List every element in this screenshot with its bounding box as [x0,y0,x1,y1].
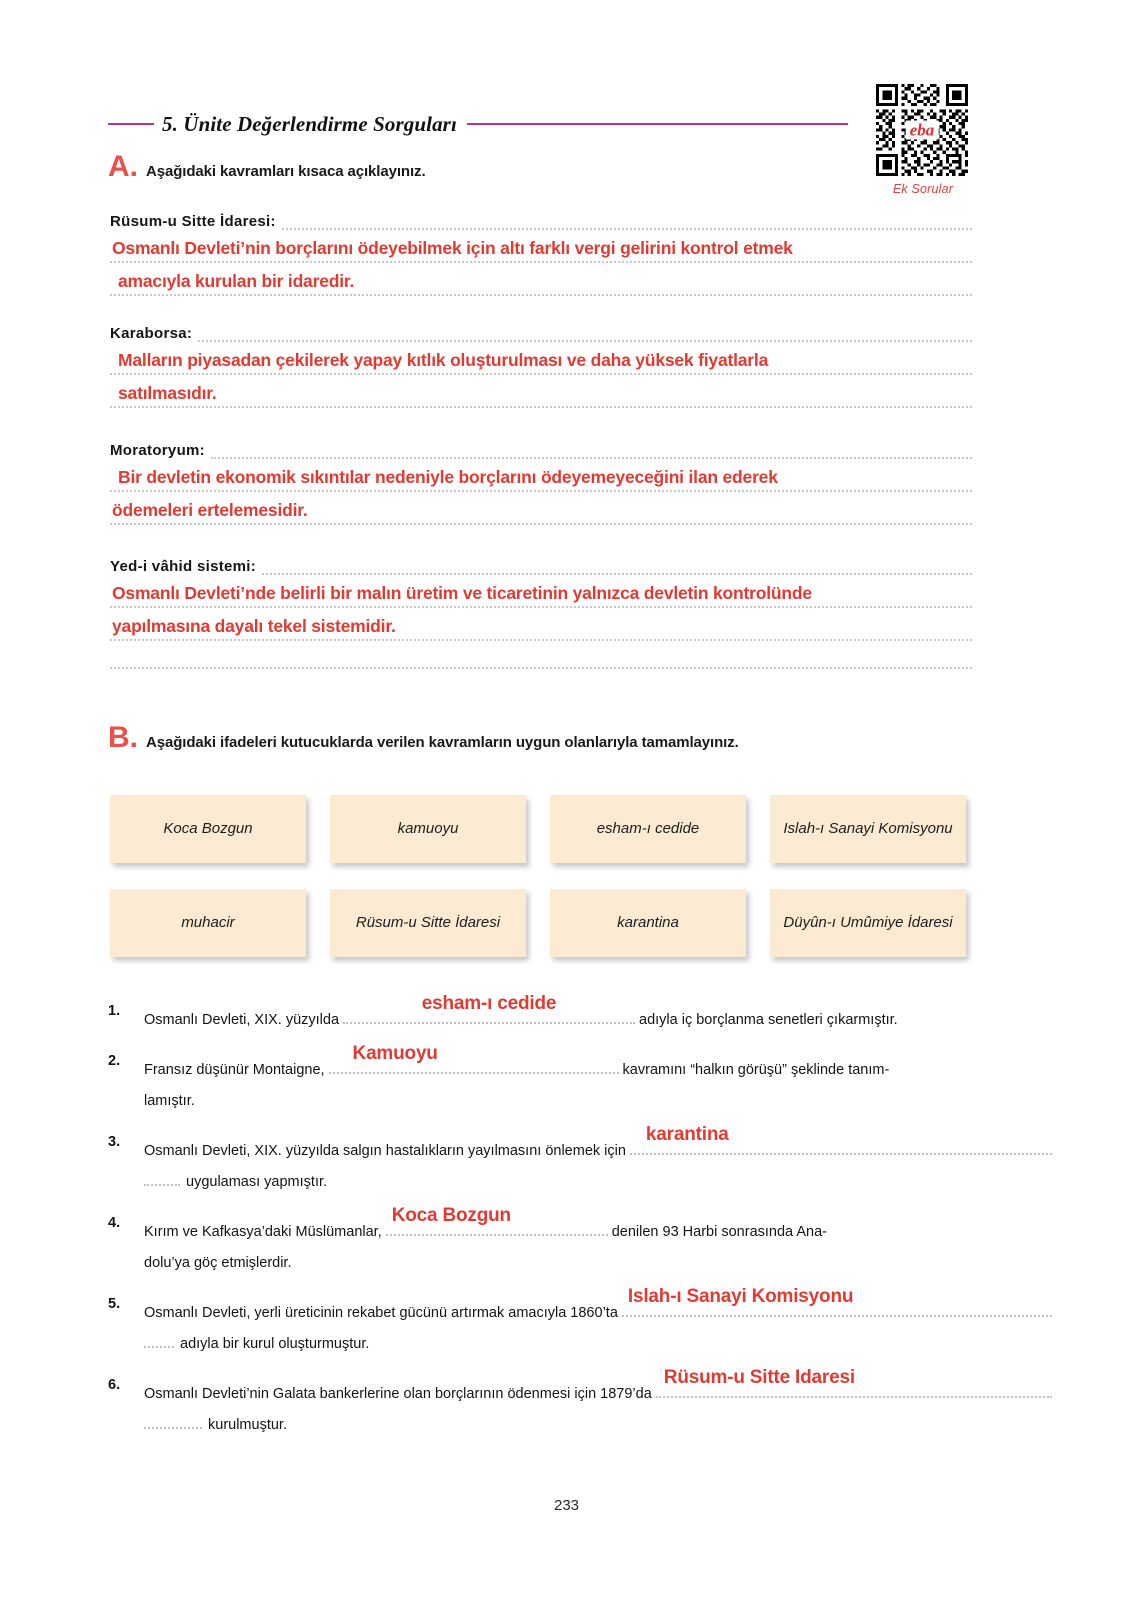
concept-term: Moratoryum: [110,442,205,459]
question-text-before: Osmanlı Devleti’nin Galata bankerlerine olan borçlarının ödenmesi için 1879’da [144,1386,652,1402]
answer-fillin: Kamuoyu [352,1043,438,1064]
question-line [144,1043,1056,1086]
concept-term-row [110,553,972,575]
question-item [108,1286,1056,1360]
page-number: 233 [553,1497,580,1514]
section-a-letter: A. [108,150,138,183]
concept-item [110,437,972,525]
question-body [144,993,1056,1036]
concept-term: Rüsum-u Sitte İdaresi: [110,213,276,230]
question-text-before: Osmanlı Devleti, XIX. yüzyılda [144,1012,340,1028]
question-text-before: Fransız düşünür Montaigne, [144,1062,325,1078]
question-item [108,1124,1056,1198]
concept-term-row [110,437,972,459]
trailing-dots[interactable] [144,1170,180,1186]
word-box-label: karantina [617,914,679,932]
answer-fillin: esham-ı cedide [421,993,557,1014]
question-line-continuation [144,1410,1056,1441]
answer-blank[interactable] [622,1286,1052,1317]
question-body [144,1205,1056,1279]
word-box-label: Düyûn-ı Umûmiye İdaresi [783,914,953,932]
question-body [144,1124,1056,1198]
trailing-dots[interactable] [144,1413,202,1429]
section-b-letter: B. [108,721,138,754]
word-box[interactable] [770,795,966,863]
word-box[interactable] [110,795,306,863]
word-box[interactable] [550,889,746,957]
question-item [108,1205,1056,1279]
concept-term-row [110,208,972,230]
term-dotted-fill[interactable] [211,444,972,459]
question-item [108,1043,1056,1117]
answer-blank[interactable] [656,1367,1052,1398]
answer-line[interactable] [110,342,972,375]
question-body [144,1286,1056,1360]
question-text-second-line: adıyla bir kurul oluşturmuştur. [180,1336,370,1352]
question-line-continuation [144,1248,1056,1279]
answer-line[interactable] [110,375,972,408]
question-body [144,1043,1056,1117]
question-text-before: Osmanlı Devleti, yerli üreticinin rekabet gücünü artırmak amacıyla 1860’ta [144,1305,618,1321]
question-list [108,993,1056,1458]
question-text-second-line: uygulaması yapmıştır. [186,1174,328,1190]
answer-blank[interactable] [329,1043,619,1074]
question-text-after: adıyla iç borçlanma senetleri çıkarmıştır. [639,1012,898,1028]
answer-line[interactable] [110,608,972,641]
answer-text: Osmanlı Devleti’nin borçlarını ödeyebilmek için altı farklı vergi gelirini kontrol etmek [112,238,793,258]
answer-fillin: Koca Bozgun [391,1205,511,1226]
word-box-label: muhacir [181,914,235,932]
header-rule-left [108,123,154,125]
question-text-second-line: kurulmuştur. [208,1417,287,1433]
concept-item [110,320,972,408]
word-box-label: Islah-ı Sanayi Komisyonu [783,820,953,838]
answer-fillin: Rüsum-u Sitte Idaresi [663,1367,855,1388]
qr-caption: Ek Sorular [892,182,954,196]
word-bank [110,795,968,957]
concept-item [110,553,972,669]
eba-logo: eba [906,121,939,140]
answer-line[interactable] [110,575,972,608]
question-text-second-line: lamıştır. [144,1093,195,1109]
word-box[interactable] [550,795,746,863]
answer-line[interactable] [110,459,972,492]
section-a-heading [108,152,426,182]
word-box-label: Rüsum-u Sitte İdaresi [355,914,501,932]
question-body [144,1367,1056,1441]
question-number: 1. [108,1003,121,1019]
question-text-after: kavramını “halkın görüşü” şeklinde tanım- [622,1062,890,1078]
question-line-continuation [144,1167,1056,1198]
question-number: 5. [108,1296,121,1312]
answer-text: yapılmasına dayalı tekel sistemidir. [112,616,396,636]
question-text-after: denilen 93 Harbi sonrasında Ana- [611,1224,827,1240]
page-header [108,108,848,140]
question-item [108,1367,1056,1441]
question-text-before: Osmanlı Devleti, XIX. yüzyılda salgın hastalıkların yayılmasını önlemek için [144,1143,626,1159]
word-box[interactable] [770,889,966,957]
section-b-prompt: Aşağıdaki ifadeleri kutucuklarda verilen kavramların uygun olanlarıyla tamamlayınız. [146,734,739,751]
question-line-continuation [144,1329,1056,1360]
section-b-heading [108,723,739,753]
answer-fillin: karantina [645,1124,729,1145]
section-a-prompt: Aşağıdaki kavramları kısaca açıklayınız. [146,163,426,180]
concept-item [110,208,972,296]
question-line [144,993,1056,1036]
term-dotted-fill[interactable] [198,327,972,342]
question-line [144,1124,1056,1167]
answer-text: amacıyla kurulan bir idaredir. [118,271,355,291]
term-dotted-fill[interactable] [282,215,972,230]
qr-block[interactable] [876,84,970,196]
answer-fillin: Islah-ı Sanayi Komisyonu [627,1286,854,1307]
answer-line[interactable] [110,263,972,296]
qr-code-icon[interactable] [876,84,968,176]
answer-text: ödemeleri ertelemesidir. [112,500,308,520]
answer-text: satılmasıdır. [118,383,217,403]
answer-text: Malların piyasadan çekilerek yapay kıtlık oluşturulması ve daha yüksek fiyatlarla [118,350,769,370]
answer-text: Osmanlı Devleti’nde belirli bir malın üretim ve ticaretinin yalnızca devletin kontrolünde [112,583,812,603]
answer-line-empty[interactable] [110,641,972,669]
question-line [144,1286,1056,1329]
question-number: 2. [108,1053,121,1069]
word-box-label: Koca Bozgun [163,820,253,838]
answer-blank[interactable] [630,1124,1052,1155]
answer-line[interactable] [110,492,972,525]
word-box-label: kamuoyu [397,820,459,838]
page-title: 5. Ünite Değerlendirme Sorguları [162,111,457,136]
answer-blank[interactable] [386,1205,608,1236]
question-number: 3. [108,1134,121,1150]
word-box[interactable] [330,889,526,957]
answer-text: Bir devletin ekonomik sıkıntılar nedeniyle borçlarını ödeyemeyeceğini ilan ederek [118,467,778,487]
question-number: 6. [108,1377,121,1393]
trailing-dots[interactable] [144,1332,174,1348]
concept-term: Karaborsa: [110,325,193,342]
word-box[interactable] [110,889,306,957]
question-text-before: Kırım ve Kafkasya’daki Müslümanlar, [144,1224,382,1240]
question-line-continuation [144,1086,1056,1117]
question-number: 4. [108,1215,121,1231]
term-dotted-fill[interactable] [262,560,972,575]
answer-blank[interactable] [343,993,635,1024]
word-box[interactable] [330,795,526,863]
question-text-second-line: dolu’ya göç etmişlerdir. [144,1255,292,1271]
header-rule-right [467,123,848,125]
question-line [144,1205,1056,1248]
answer-line[interactable] [110,230,972,263]
question-item [108,993,1056,1036]
concept-term: Yed-i vâhid sistemi: [110,558,257,575]
concept-term-row [110,320,972,342]
word-box-label: esham-ı cedide [596,820,700,838]
question-line [144,1367,1056,1410]
